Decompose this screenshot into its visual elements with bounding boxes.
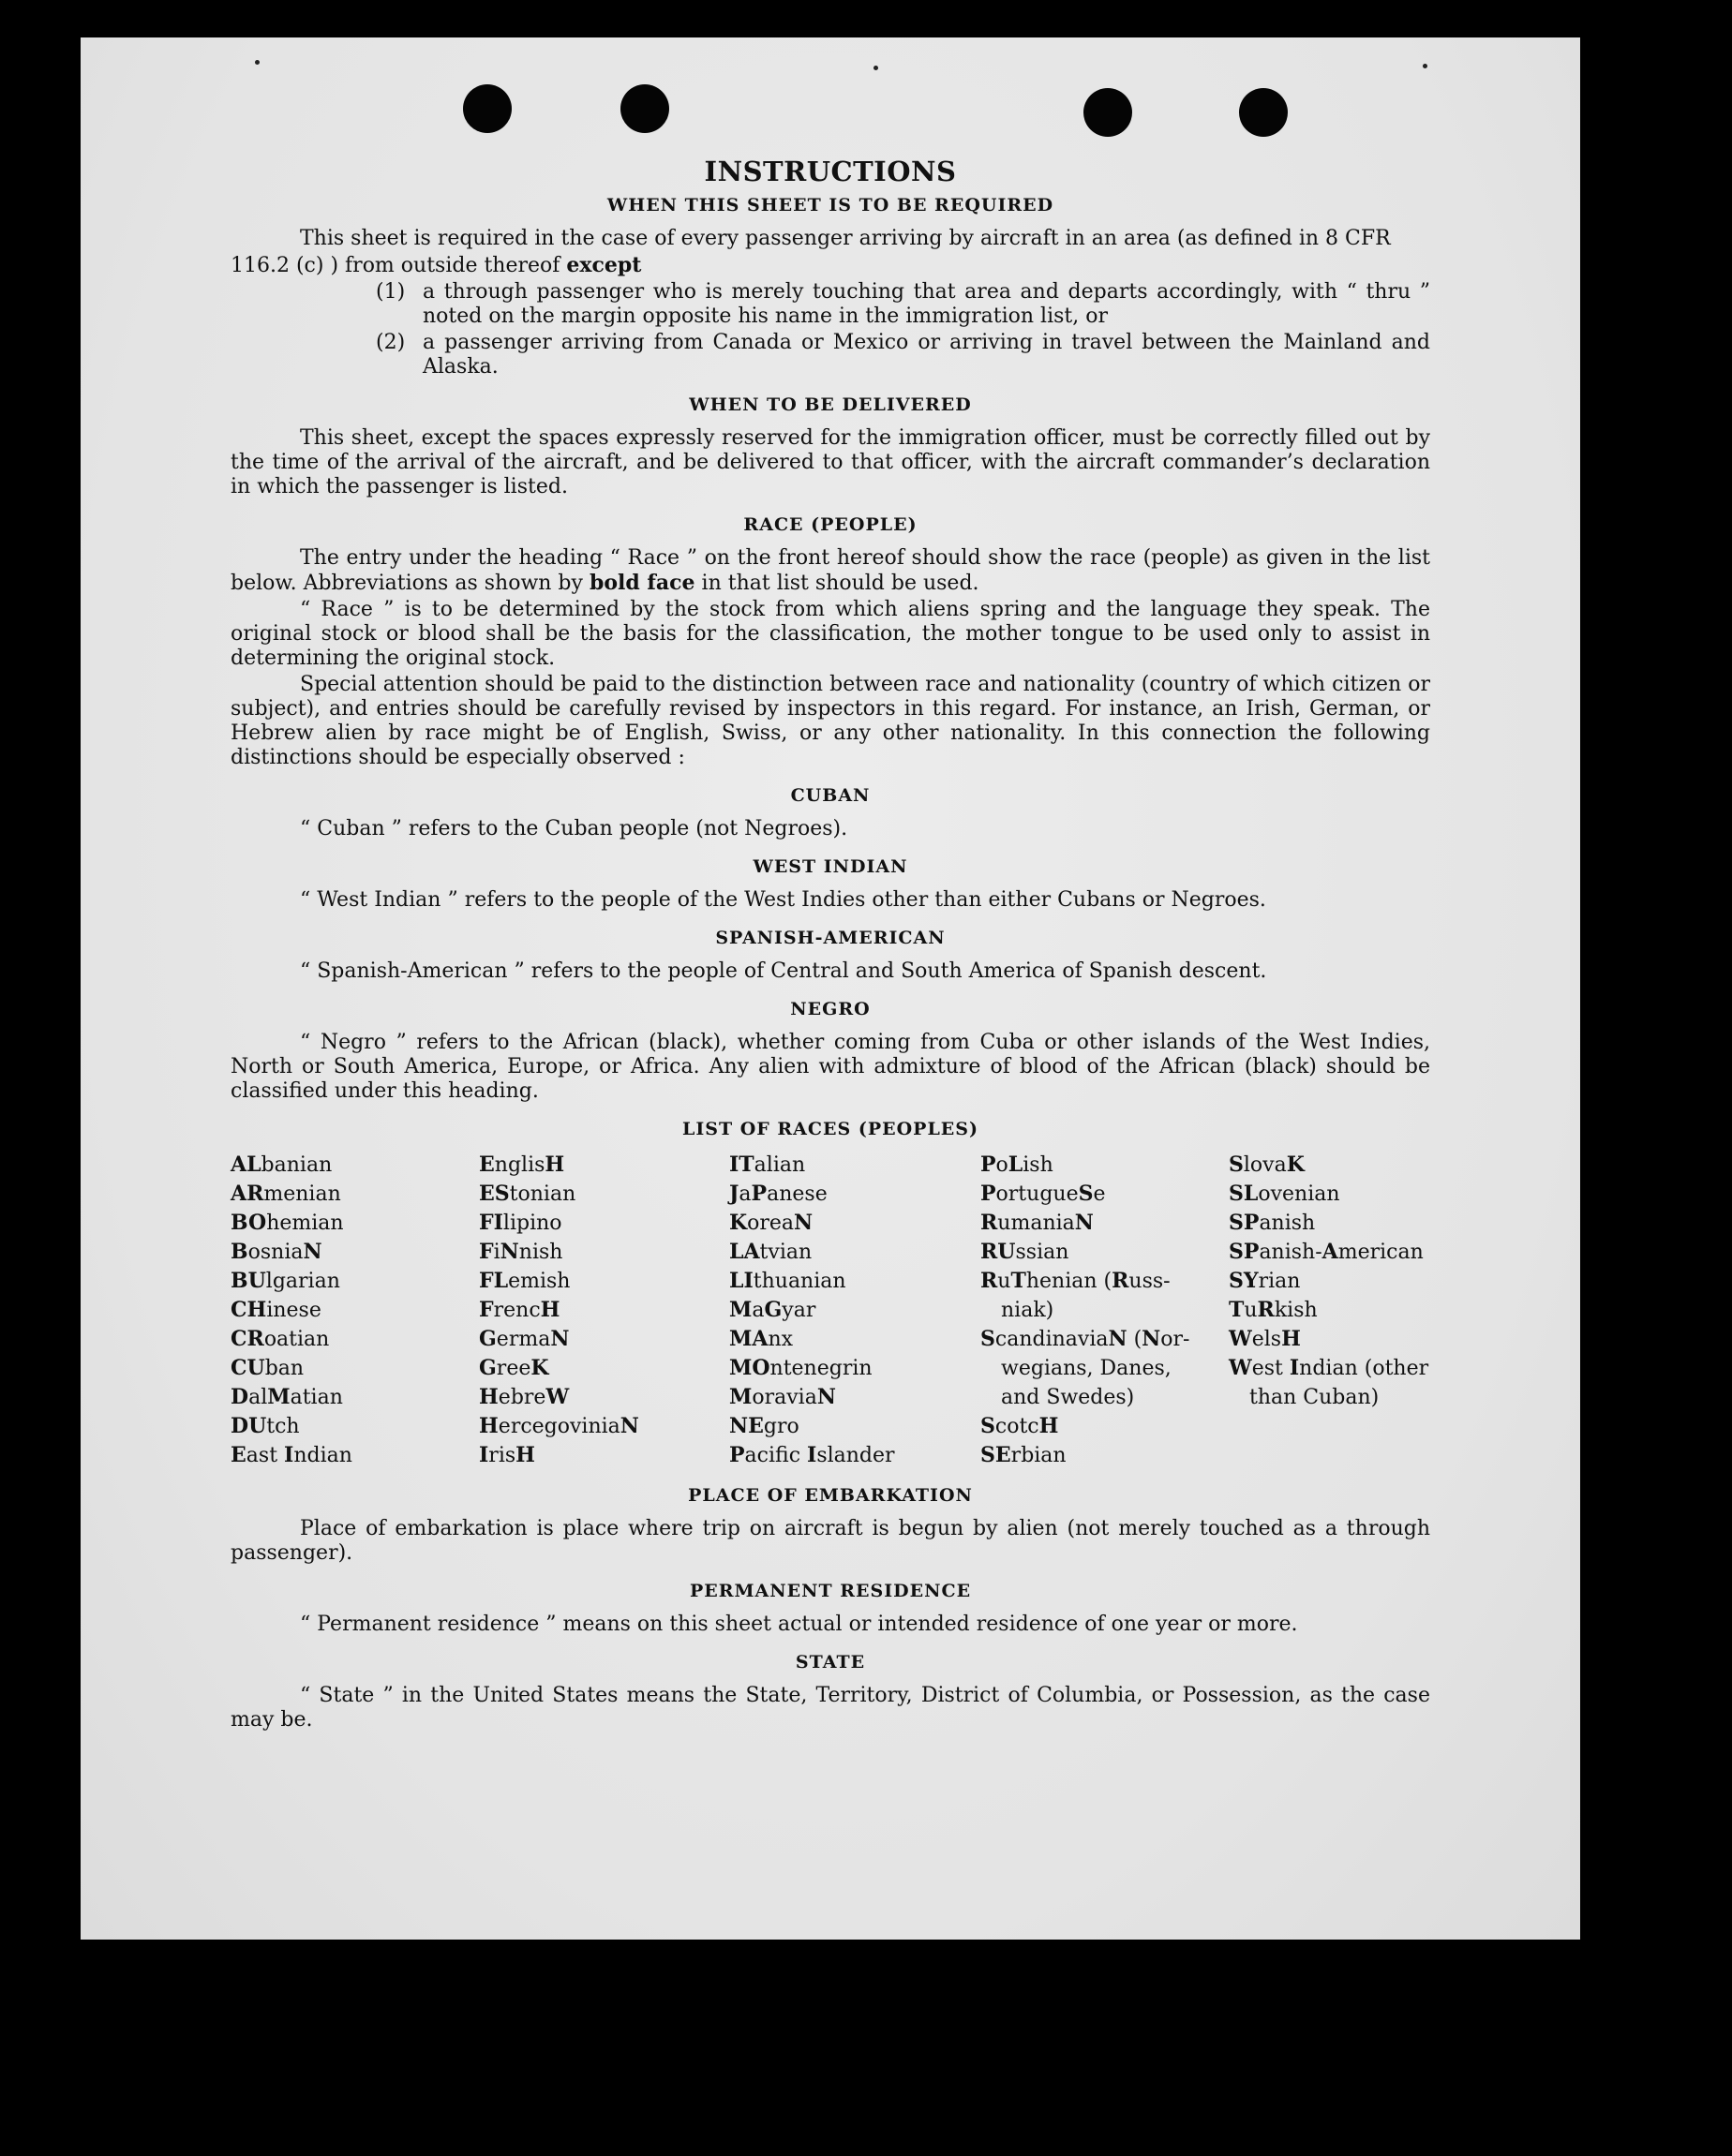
race-entry: MoraviaN bbox=[729, 1385, 836, 1409]
races-list bbox=[231, 1151, 1430, 1470]
race-entry: niak) bbox=[1001, 1299, 1054, 1322]
race-entry: RumaniaN bbox=[980, 1211, 1094, 1235]
race-entry: FLemish bbox=[479, 1269, 571, 1293]
race-entry: and Swedes) bbox=[1001, 1386, 1135, 1409]
race-entry: SPanish-American bbox=[1229, 1240, 1424, 1264]
race-entry: IrisH bbox=[479, 1443, 535, 1467]
race-entry: CUban bbox=[231, 1356, 305, 1380]
race-entry: SLovenian bbox=[1229, 1182, 1340, 1206]
heading-permanent-residence: PERMANENT RESIDENCE bbox=[689, 1581, 972, 1601]
race-entry: HebreW bbox=[479, 1385, 570, 1409]
race-entry: SlovaK bbox=[1229, 1152, 1305, 1177]
exception-number: (2) bbox=[376, 331, 406, 354]
race-entry: LIthuanian bbox=[729, 1269, 846, 1293]
races-column bbox=[479, 1151, 729, 1470]
spanish-american-paragraph: “ Spanish-American ” refers to the people of Central and South America of Spanish descent. bbox=[300, 959, 1267, 983]
race-entry: PoLish bbox=[980, 1152, 1053, 1177]
race-entry: JaPanese bbox=[729, 1182, 828, 1206]
race-entry: than Cuban) bbox=[1249, 1386, 1380, 1409]
race-entry: KoreaN bbox=[729, 1211, 814, 1235]
punch-hole bbox=[1083, 88, 1132, 137]
intro-line-2 bbox=[231, 253, 1430, 278]
exception-text: a through passenger who is merely touching that area and departs accordingly, with “ thru ” noted on the margin opposite his name in the immigration list, or bbox=[423, 280, 1430, 328]
race-entry: CHinese bbox=[231, 1298, 321, 1322]
race-entry: SYrian bbox=[1229, 1269, 1301, 1293]
race-entry: PortugueSe bbox=[980, 1182, 1106, 1206]
race-entry: ARmenian bbox=[231, 1182, 341, 1206]
race-entry: RUssian bbox=[980, 1240, 1069, 1264]
race-entry: West Indian (other bbox=[1229, 1356, 1429, 1380]
heading-spanish-american: SPANISH-AMERICAN bbox=[715, 928, 946, 948]
race-entry: East Indian bbox=[231, 1443, 352, 1467]
heading-negro: NEGRO bbox=[790, 999, 871, 1019]
heading-list-of-races: LIST OF RACES (PEOPLES) bbox=[682, 1119, 978, 1139]
race-entry: WelsH bbox=[1229, 1327, 1301, 1351]
race-entry: TuRkish bbox=[1229, 1298, 1318, 1322]
instructions-body bbox=[231, 156, 1430, 1734]
exception-item bbox=[376, 331, 1430, 379]
punch-hole bbox=[620, 84, 669, 133]
race-entry: EStonian bbox=[479, 1182, 576, 1206]
race-entry: GermaN bbox=[479, 1327, 570, 1351]
delivered-paragraph: This sheet, except the spaces expressly reserved for the immigration officer, must be correctly filled out by the time of the arrival of the aircraft, and be delivered to that officer, with the aircraft commander’s declaration in which the passenger is listed. bbox=[231, 426, 1430, 498]
race-p1-text: The entry under the heading “ Race ” on the front hereof should show the race (people) as given in the list below. Abbreviations as shown by bbox=[231, 546, 1430, 595]
exception-item bbox=[376, 280, 1430, 329]
race-entry: BUlgarian bbox=[231, 1269, 340, 1293]
heading-race: RACE (PEOPLE) bbox=[743, 514, 918, 535]
race-entry: HercegoviniaN bbox=[479, 1414, 639, 1438]
heading-cuban: CUBAN bbox=[790, 785, 871, 806]
race-p1-bold: bold face bbox=[589, 571, 695, 595]
races-column bbox=[231, 1151, 479, 1470]
race-paragraph-2: “ Race ” is to be determined by the stock from which aliens spring and the language they speak. The original stock or blood shall be the basis for the classification, the mother tongue to be used only to assist in determining the original stock. bbox=[231, 598, 1430, 670]
negro-paragraph: “ Negro ” refers to the African (black), whether coming from Cuba or other islands of the West Indies, North or South America, Europe, or Africa. Any alien with admixture of blood of the African (black) should be classified under this heading. bbox=[231, 1031, 1430, 1103]
document-sheet bbox=[81, 37, 1580, 1940]
race-entry: BosniaN bbox=[231, 1240, 322, 1264]
cuban-paragraph: “ Cuban ” refers to the Cuban people (not Negroes). bbox=[300, 817, 848, 840]
speck bbox=[255, 60, 260, 65]
race-entry: SErbian bbox=[980, 1443, 1067, 1467]
race-entry: NEgro bbox=[729, 1414, 799, 1438]
race-entry: ALbanian bbox=[231, 1152, 333, 1177]
race-entry: ScandinaviaN (Nor- bbox=[980, 1327, 1190, 1351]
intro-line bbox=[231, 227, 1430, 251]
race-entry: ITalian bbox=[729, 1152, 806, 1177]
races-column bbox=[1229, 1151, 1430, 1470]
exception-text: a passenger arriving from Canada or Mexico or arriving in travel between the Mainland and Alaska. bbox=[423, 331, 1430, 379]
heading-west-indian: WEST INDIAN bbox=[753, 856, 908, 877]
race-entry: MOntenegrin bbox=[729, 1356, 873, 1380]
race-entry: GreeK bbox=[479, 1356, 549, 1380]
race-entry: FrencH bbox=[479, 1298, 560, 1322]
races-column bbox=[980, 1151, 1229, 1470]
embarkation-paragraph: Place of embarkation is place where trip on aircraft is begun by alien (not merely touched as a through passenger). bbox=[231, 1517, 1430, 1565]
race-entry: ScotcH bbox=[980, 1414, 1059, 1438]
west-indian-paragraph: “ West Indian ” refers to the people of the West Indies other than either Cubans or Negroes. bbox=[300, 888, 1266, 912]
speck bbox=[1423, 64, 1427, 68]
race-entry: DalMatian bbox=[231, 1385, 343, 1409]
state-paragraph: “ State ” in the United States means the State, Territory, District of Columbia, or Possession, as the case may be. bbox=[231, 1684, 1430, 1732]
race-entry: EnglisH bbox=[479, 1152, 565, 1177]
heading-when-required: WHEN THIS SHEET IS TO BE REQUIRED bbox=[606, 195, 1054, 216]
races-column bbox=[729, 1151, 980, 1470]
race-paragraph-1 bbox=[231, 546, 1430, 596]
race-entry: DUtch bbox=[231, 1414, 300, 1438]
race-entry: FiNnish bbox=[479, 1240, 563, 1264]
race-entry: wegians, Danes, bbox=[1001, 1357, 1172, 1380]
intro-except: except bbox=[566, 253, 642, 277]
race-entry: FIlipino bbox=[479, 1211, 562, 1235]
race-entry: SPanish bbox=[1229, 1211, 1316, 1235]
punch-hole bbox=[463, 84, 512, 133]
race-entry: LAtvian bbox=[729, 1240, 813, 1264]
page-title: INSTRUCTIONS bbox=[704, 156, 957, 187]
permanent-residence-paragraph: “ Permanent residence ” means on this sheet actual or intended residence of one year or more. bbox=[300, 1613, 1298, 1636]
race-paragraph-3: Special attention should be paid to the distinction between race and nationality (country of which citizen or subject), and entries should be carefully revised by inspectors in this regard. For instance, an Irish, German, or Hebrew alien by race might be of English, Swiss, or any other nationality. In this connection the following distinctions should be especially observed : bbox=[231, 673, 1430, 769]
heading-state: STATE bbox=[795, 1652, 866, 1673]
race-entry: MaGyar bbox=[729, 1298, 816, 1322]
heading-embarkation: PLACE OF EMBARKATION bbox=[688, 1485, 973, 1506]
race-entry: CRoatian bbox=[231, 1327, 330, 1351]
race-entry: MAnx bbox=[729, 1327, 794, 1351]
exception-number: (1) bbox=[376, 280, 406, 304]
intro-line-2-text: 116.2 (c) ) from outside thereof bbox=[231, 254, 560, 277]
heading-when-delivered: WHEN TO BE DELIVERED bbox=[689, 394, 972, 415]
speck bbox=[873, 66, 878, 70]
race-entry: Pacific Islander bbox=[729, 1443, 895, 1467]
race-p1-end: in that list should be used. bbox=[701, 572, 979, 595]
race-entry: BOhemian bbox=[231, 1211, 344, 1235]
punch-hole bbox=[1239, 88, 1288, 137]
race-entry: RuThenian (Russ- bbox=[980, 1269, 1171, 1293]
intro-line-1: This sheet is required in the case of every passenger arriving by aircraft in an area (as defined in 8 CFR bbox=[300, 227, 1391, 250]
